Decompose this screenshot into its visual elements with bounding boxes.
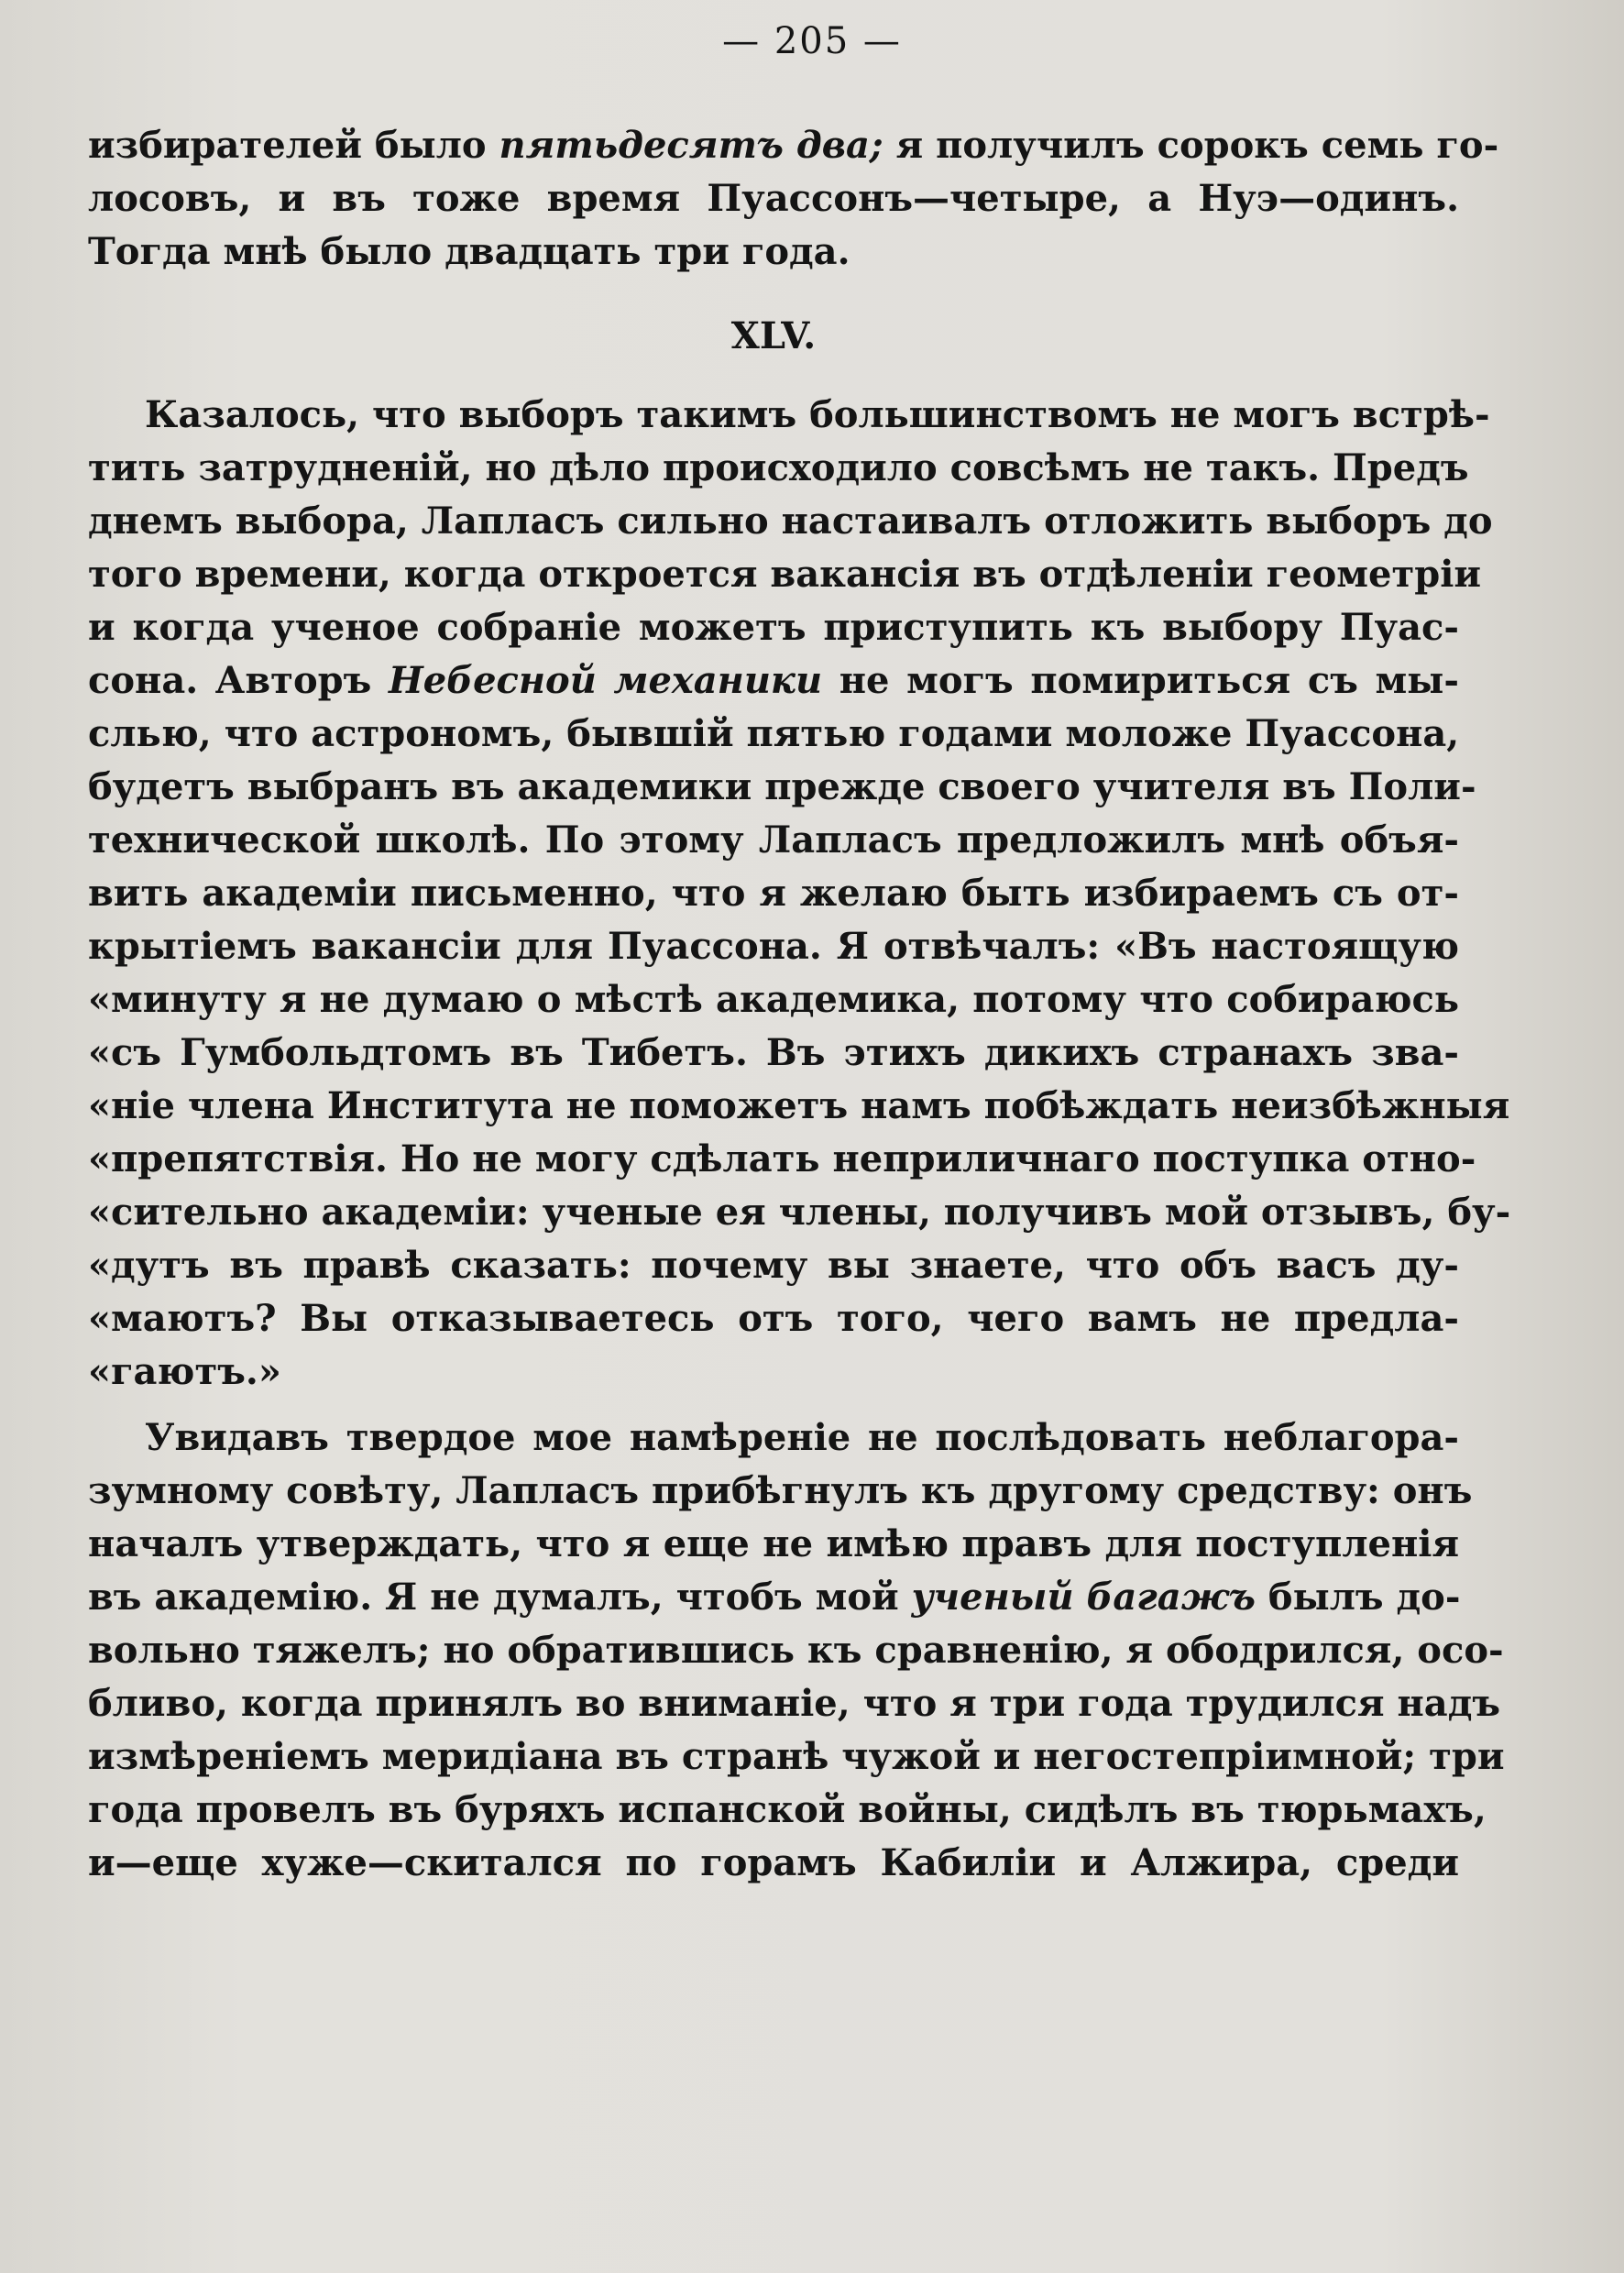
text-run: днемъ выбора, Лапласъ сильно настаивалъ отложить выборъ до	[88, 500, 1493, 543]
text-run: слью, что астрономъ, бывшій пятью годами моложе Пуассона,	[88, 712, 1460, 755]
text-line	[88, 1239, 1459, 1292]
text-run: я получилъ сорокъ семь го-	[883, 124, 1499, 167]
text-line	[88, 867, 1459, 920]
text-run: сона. Авторъ	[88, 659, 389, 702]
text-run: вить академіи письменно, что я желаю быть избираемъ съ от-	[88, 872, 1459, 915]
text-line	[88, 495, 1493, 548]
text-line	[88, 1624, 1504, 1677]
italic-text-run: ученый багажъ	[911, 1576, 1256, 1619]
text-run: технической школѣ. По этому Лапласъ предложилъ мнѣ объя-	[88, 818, 1459, 862]
text-run: бливо, когда принялъ во вниманіе, что я три года трудился надъ	[88, 1682, 1501, 1725]
text-line	[88, 1465, 1473, 1518]
text-run: измѣреніемъ меридіана въ странѣ чужой и негостепріимной; три	[88, 1735, 1505, 1778]
italic-text-run: пятьдесятъ два;	[499, 124, 883, 167]
text-run: «маютъ? Вы отказываетесь отъ того, чего вамъ не предла-	[88, 1297, 1459, 1340]
text-run: избирателей было	[88, 124, 499, 167]
text-run: Казалось, что выборъ такимъ большинствомъ не могъ встрѣ-	[145, 393, 1490, 436]
text-run: въ академію. Я не думалъ, чтобъ мой	[88, 1576, 912, 1619]
text-run: началъ утверждать, что я еще не имѣю правъ для поступленія	[88, 1522, 1459, 1565]
text-run: «съ Гумбольдтомъ въ Тибетъ. Въ этихъ дикихъ странахъ зва-	[88, 1031, 1459, 1074]
text-line	[88, 654, 1459, 708]
text-line	[88, 1080, 1510, 1133]
text-line	[88, 1518, 1459, 1571]
text-line	[88, 1292, 1459, 1345]
text-line	[88, 1730, 1505, 1784]
text-line	[88, 1677, 1501, 1730]
text-run: «препятствія. Но не могу сдѣлать неприличнаго поступка отно-	[88, 1137, 1476, 1180]
text-run: «сительно академіи: ученые ея члены, получивъ мой отзывъ, бу-	[88, 1191, 1511, 1234]
text-run: «минуту я не думаю о мѣстѣ академика, потому что собираюсь	[88, 978, 1459, 1021]
text-line	[88, 442, 1469, 495]
text-line	[88, 225, 1459, 279]
text-run: будетъ выбранъ въ академики прежде своего учителя въ Поли-	[88, 765, 1476, 808]
text-run: Тогда мнѣ было двадцать три года.	[88, 230, 850, 273]
text-run: крытіемъ вакансіи для Пуассона. Я отвѣчалъ: «Въ настоящую	[88, 925, 1459, 968]
text-line	[88, 172, 1459, 225]
text-run: былъ до-	[1256, 1576, 1461, 1619]
text-line	[88, 1571, 1459, 1624]
text-run: не могъ помириться съ мы-	[822, 659, 1459, 702]
text-line	[88, 814, 1459, 867]
text-line	[88, 1411, 1459, 1465]
text-run: Увидавъ твердое мое намѣреніе не послѣдовать неблагора-	[145, 1416, 1459, 1459]
text-run: тить затрудненій, но дѣло происходило совсѣмъ не такъ. Предъ	[88, 446, 1469, 489]
text-run: «дутъ въ правѣ сказать: почему вы знаете, что объ васъ ду-	[88, 1244, 1459, 1287]
text-line	[88, 119, 1499, 172]
text-line	[88, 1784, 1487, 1837]
text-run: «гаютъ.»	[88, 1350, 281, 1393]
text-line	[88, 1186, 1511, 1239]
text-line	[88, 601, 1459, 654]
text-line	[88, 1345, 1459, 1399]
text-line	[88, 920, 1459, 973]
text-line	[88, 1133, 1476, 1186]
text-line	[88, 1027, 1459, 1080]
text-run: вольно тяжелъ; но обратившись къ сравненію, я ободрился, осо-	[88, 1629, 1504, 1672]
text-run: того времени, когда откроется вакансія въ отдѣленіи геометріи	[88, 553, 1482, 596]
text-run: зумному совѣту, Лапласъ прибѣгнулъ къ другому средству: онъ	[88, 1469, 1473, 1512]
text-run: и—еще хуже—скитался по горамъ Кабиліи и Алжира, среди	[88, 1841, 1459, 1884]
text-run: лосовъ, и въ тоже время Пуассонъ—четыре, а Нуэ—одинъ.	[88, 177, 1459, 220]
italic-text-run: Небесной механики	[388, 659, 823, 702]
text-line	[88, 973, 1459, 1027]
text-run: года провелъ въ буряхъ испанской войны, сидѣлъ въ тюрьмахъ,	[88, 1788, 1487, 1831]
text-line	[88, 389, 1490, 442]
text-run: «ніе члена Института не поможетъ намъ побѣждать неизбѣжныя	[88, 1084, 1510, 1127]
text-line	[88, 761, 1476, 814]
page-text	[88, 119, 1511, 1890]
page-number: — 205 —	[722, 20, 902, 62]
text-line	[88, 1837, 1459, 1890]
text-line	[88, 708, 1459, 761]
section-heading: XLV.	[730, 314, 817, 357]
text-run: и когда ученое собраніе можетъ приступить къ выбору Пуас-	[88, 606, 1459, 649]
text-line	[88, 548, 1482, 601]
paragraph-gap	[88, 1399, 1459, 1411]
